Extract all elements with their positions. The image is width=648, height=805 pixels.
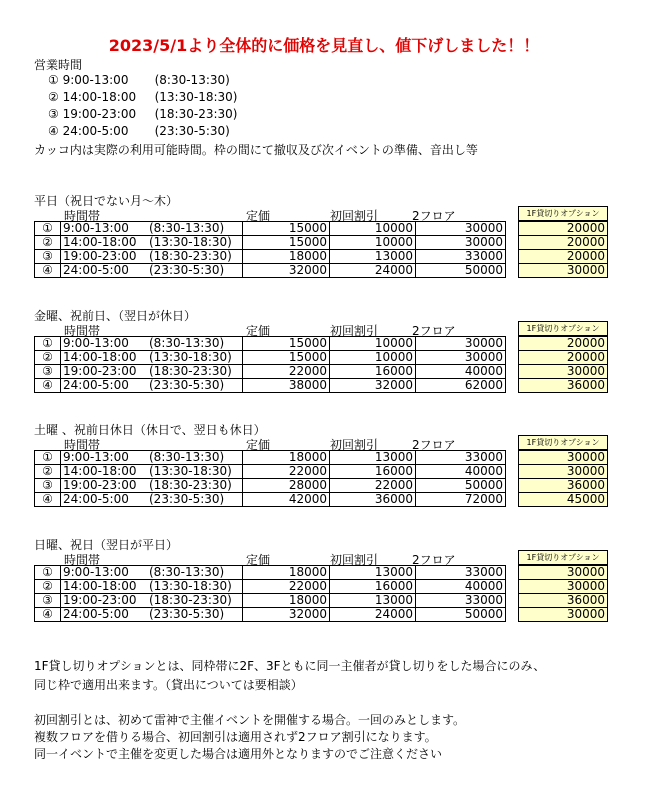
table-row — [35, 566, 506, 580]
slot-number: ④ — [35, 493, 61, 507]
table-row — [35, 337, 506, 351]
header-first-discount: 初回割引 — [330, 438, 379, 452]
slot-number: ② — [35, 236, 61, 250]
table-row — [35, 465, 506, 479]
two-floor-cell: 50000 — [416, 479, 506, 493]
option-price-cell: 30000 — [519, 365, 608, 379]
header-first-discount: 初回割引 — [330, 209, 379, 223]
two-floor-cell: 30000 — [416, 337, 506, 351]
header-option: 1F貸切りオプション — [518, 206, 608, 221]
price-cell: 22000 — [243, 580, 330, 594]
option-table — [518, 336, 608, 393]
option-price-cell: 36000 — [519, 594, 608, 608]
header-option: 1F貸切りオプション — [518, 550, 608, 565]
option-row — [519, 236, 608, 250]
price-cell: 18000 — [243, 250, 330, 264]
price-cell: 42000 — [243, 493, 330, 507]
slot-time: 24:00-5:00 (23:30-5:30) — [61, 493, 243, 507]
header-first-discount: 初回割引 — [330, 553, 379, 567]
first-discount-cell: 24000 — [330, 608, 416, 622]
two-floor-cell: 40000 — [416, 365, 506, 379]
header-slot: 時間帯 — [64, 324, 101, 338]
price-cell: 15000 — [243, 337, 330, 351]
table-row — [35, 493, 506, 507]
section-title: 土曜 、祝前日休日（休日で、翌日も休日） — [34, 423, 266, 437]
option-price-cell: 30000 — [519, 608, 608, 622]
first-discount-cell: 13000 — [330, 594, 416, 608]
slot-number: ③ — [35, 594, 61, 608]
slot-number: ② — [35, 351, 61, 365]
two-floor-cell: 50000 — [416, 608, 506, 622]
option-note-line-1: 1F貸し切りオプションとは、同枠帯に2F、3Fともに同一主催者が貸し切りをした場合にのみ、 — [34, 659, 546, 673]
first-discount-cell: 36000 — [330, 493, 416, 507]
slot-number: ① — [35, 566, 61, 580]
discount-note-line-2: 複数フロアを借りる場合、初回割引は適用されず2フロア割引になります。 — [34, 730, 437, 744]
table-row — [35, 250, 506, 264]
page-title: 2023/5/1より全体的に価格を見直し、値下げしました！！ — [108, 36, 540, 55]
hours-note: カッコ内は実際の利用可能時間。枠の間にて撤収及び次イベントの準備、音出し等 — [34, 143, 478, 157]
table-row — [35, 365, 506, 379]
slot-time: 24:00-5:00 (23:30-5:30) — [61, 379, 243, 393]
price-cell: 22000 — [243, 465, 330, 479]
table-row — [35, 594, 506, 608]
hours-row: ① 9:00-13:00 (8:30-13:30) — [48, 73, 230, 87]
slot-number: ③ — [35, 365, 61, 379]
hours-row: ② 14:00-18:00 (13:30-18:30) — [48, 90, 238, 104]
slot-number: ④ — [35, 264, 61, 278]
slot-number: ① — [35, 222, 61, 236]
first-discount-cell: 32000 — [330, 379, 416, 393]
table-row — [35, 608, 506, 622]
price-cell: 22000 — [243, 365, 330, 379]
slot-time: 9:00-13:00 (8:30-13:30) — [61, 451, 243, 465]
first-discount-cell: 10000 — [330, 236, 416, 250]
slot-number: ④ — [35, 379, 61, 393]
slot-number: ② — [35, 580, 61, 594]
option-row — [519, 608, 608, 622]
price-table — [34, 450, 506, 507]
slot-time: 24:00-5:00 (23:30-5:30) — [61, 264, 243, 278]
price-cell: 18000 — [243, 594, 330, 608]
option-row — [519, 351, 608, 365]
option-note-line-2: 同じ枠で適用出来ます。（貸出については要相談） — [34, 678, 303, 692]
slot-number: ③ — [35, 250, 61, 264]
first-discount-cell: 13000 — [330, 451, 416, 465]
option-price-cell: 30000 — [519, 566, 608, 580]
first-discount-cell: 13000 — [330, 250, 416, 264]
slot-time: 19:00-23:00 (18:30-23:30) — [61, 479, 243, 493]
option-row — [519, 222, 608, 236]
option-row — [519, 594, 608, 608]
header-option: 1F貸切りオプション — [518, 435, 608, 450]
first-discount-cell: 13000 — [330, 566, 416, 580]
header-slot: 時間帯 — [64, 209, 101, 223]
slot-time: 14:00-18:00 (13:30-18:30) — [61, 580, 243, 594]
header-two-floor: 2フロア — [412, 209, 456, 223]
slot-number: ② — [35, 465, 61, 479]
header-two-floor: 2フロア — [412, 438, 456, 452]
business-hours-label: 営業時間 — [34, 58, 83, 72]
header-price: 定価 — [246, 324, 271, 338]
header-price: 定価 — [246, 553, 271, 567]
slot-number: ③ — [35, 479, 61, 493]
header-price: 定価 — [246, 438, 271, 452]
price-cell: 32000 — [243, 264, 330, 278]
two-floor-cell: 40000 — [416, 465, 506, 479]
two-floor-cell: 30000 — [416, 351, 506, 365]
price-cell: 28000 — [243, 479, 330, 493]
table-row — [35, 451, 506, 465]
price-cell: 18000 — [243, 451, 330, 465]
header-slot: 時間帯 — [64, 553, 101, 567]
option-price-cell: 45000 — [519, 493, 608, 507]
slot-number: ① — [35, 451, 61, 465]
option-price-cell: 20000 — [519, 337, 608, 351]
option-price-cell: 20000 — [519, 236, 608, 250]
option-row — [519, 465, 608, 479]
header-first-discount: 初回割引 — [330, 324, 379, 338]
hours-row: ③ 19:00-23:00 (18:30-23:30) — [48, 107, 238, 121]
option-price-cell: 20000 — [519, 250, 608, 264]
two-floor-cell: 30000 — [416, 236, 506, 250]
slot-number: ④ — [35, 608, 61, 622]
price-cell: 18000 — [243, 566, 330, 580]
option-row — [519, 580, 608, 594]
option-row — [519, 479, 608, 493]
discount-note-line-3: 同一イベントで主催を変更した場合は適用外となりますのでご注意ください — [34, 747, 443, 761]
hours-row: ④ 24:00-5:00 (23:30-5:30) — [48, 124, 230, 138]
option-price-cell: 30000 — [519, 465, 608, 479]
first-discount-cell: 16000 — [330, 365, 416, 379]
first-discount-cell: 22000 — [330, 479, 416, 493]
table-row — [35, 222, 506, 236]
option-row — [519, 365, 608, 379]
two-floor-cell: 30000 — [416, 222, 506, 236]
option-row — [519, 337, 608, 351]
header-two-floor: 2フロア — [412, 324, 456, 338]
option-row — [519, 451, 608, 465]
price-cell: 15000 — [243, 236, 330, 250]
slot-time: 14:00-18:00 (13:30-18:30) — [61, 351, 243, 365]
two-floor-cell: 33000 — [416, 594, 506, 608]
discount-note-line-1: 初回割引とは、初めて雷神で主催イベントを開催する場合。一回のみとします。 — [34, 713, 466, 727]
two-floor-cell: 72000 — [416, 493, 506, 507]
price-table — [34, 565, 506, 622]
two-floor-cell: 50000 — [416, 264, 506, 278]
slot-time: 9:00-13:00 (8:30-13:30) — [61, 337, 243, 351]
table-row — [35, 236, 506, 250]
option-table — [518, 221, 608, 278]
two-floor-cell: 62000 — [416, 379, 506, 393]
table-row — [35, 580, 506, 594]
option-row — [519, 264, 608, 278]
slot-time: 14:00-18:00 (13:30-18:30) — [61, 236, 243, 250]
option-price-cell: 30000 — [519, 580, 608, 594]
price-table — [34, 221, 506, 278]
two-floor-cell: 40000 — [416, 580, 506, 594]
price-cell: 15000 — [243, 222, 330, 236]
table-row — [35, 351, 506, 365]
first-discount-cell: 10000 — [330, 222, 416, 236]
section-title: 日曜、祝日（翌日が平日） — [34, 538, 179, 552]
first-discount-cell: 10000 — [330, 351, 416, 365]
option-row — [519, 250, 608, 264]
price-cell: 38000 — [243, 379, 330, 393]
price-cell: 15000 — [243, 351, 330, 365]
first-discount-cell: 10000 — [330, 337, 416, 351]
option-price-cell: 30000 — [519, 264, 608, 278]
slot-time: 14:00-18:00 (13:30-18:30) — [61, 465, 243, 479]
slot-time: 19:00-23:00 (18:30-23:30) — [61, 250, 243, 264]
option-table — [518, 450, 608, 507]
section-title: 金曜、祝前日、（翌日が休日） — [34, 309, 197, 323]
header-option: 1F貸切りオプション — [518, 321, 608, 336]
table-row — [35, 479, 506, 493]
price-cell: 32000 — [243, 608, 330, 622]
option-price-cell: 20000 — [519, 351, 608, 365]
slot-number: ① — [35, 337, 61, 351]
header-two-floor: 2フロア — [412, 553, 456, 567]
section-title: 平日（祝日でない月～木） — [34, 194, 179, 208]
first-discount-cell: 24000 — [330, 264, 416, 278]
table-row — [35, 264, 506, 278]
option-price-cell: 20000 — [519, 222, 608, 236]
header-price: 定価 — [246, 209, 271, 223]
option-table — [518, 565, 608, 622]
header-slot: 時間帯 — [64, 438, 101, 452]
two-floor-cell: 33000 — [416, 250, 506, 264]
slot-time: 19:00-23:00 (18:30-23:30) — [61, 594, 243, 608]
option-row — [519, 566, 608, 580]
two-floor-cell: 33000 — [416, 451, 506, 465]
slot-time: 9:00-13:00 (8:30-13:30) — [61, 222, 243, 236]
two-floor-cell: 33000 — [416, 566, 506, 580]
option-price-cell: 36000 — [519, 379, 608, 393]
slot-time: 24:00-5:00 (23:30-5:30) — [61, 608, 243, 622]
option-row — [519, 493, 608, 507]
slot-time: 9:00-13:00 (8:30-13:30) — [61, 566, 243, 580]
table-row — [35, 379, 506, 393]
option-price-cell: 36000 — [519, 479, 608, 493]
first-discount-cell: 16000 — [330, 580, 416, 594]
option-price-cell: 30000 — [519, 451, 608, 465]
first-discount-cell: 16000 — [330, 465, 416, 479]
option-row — [519, 379, 608, 393]
slot-time: 19:00-23:00 (18:30-23:30) — [61, 365, 243, 379]
price-table — [34, 336, 506, 393]
business-hours-list — [48, 72, 237, 140]
